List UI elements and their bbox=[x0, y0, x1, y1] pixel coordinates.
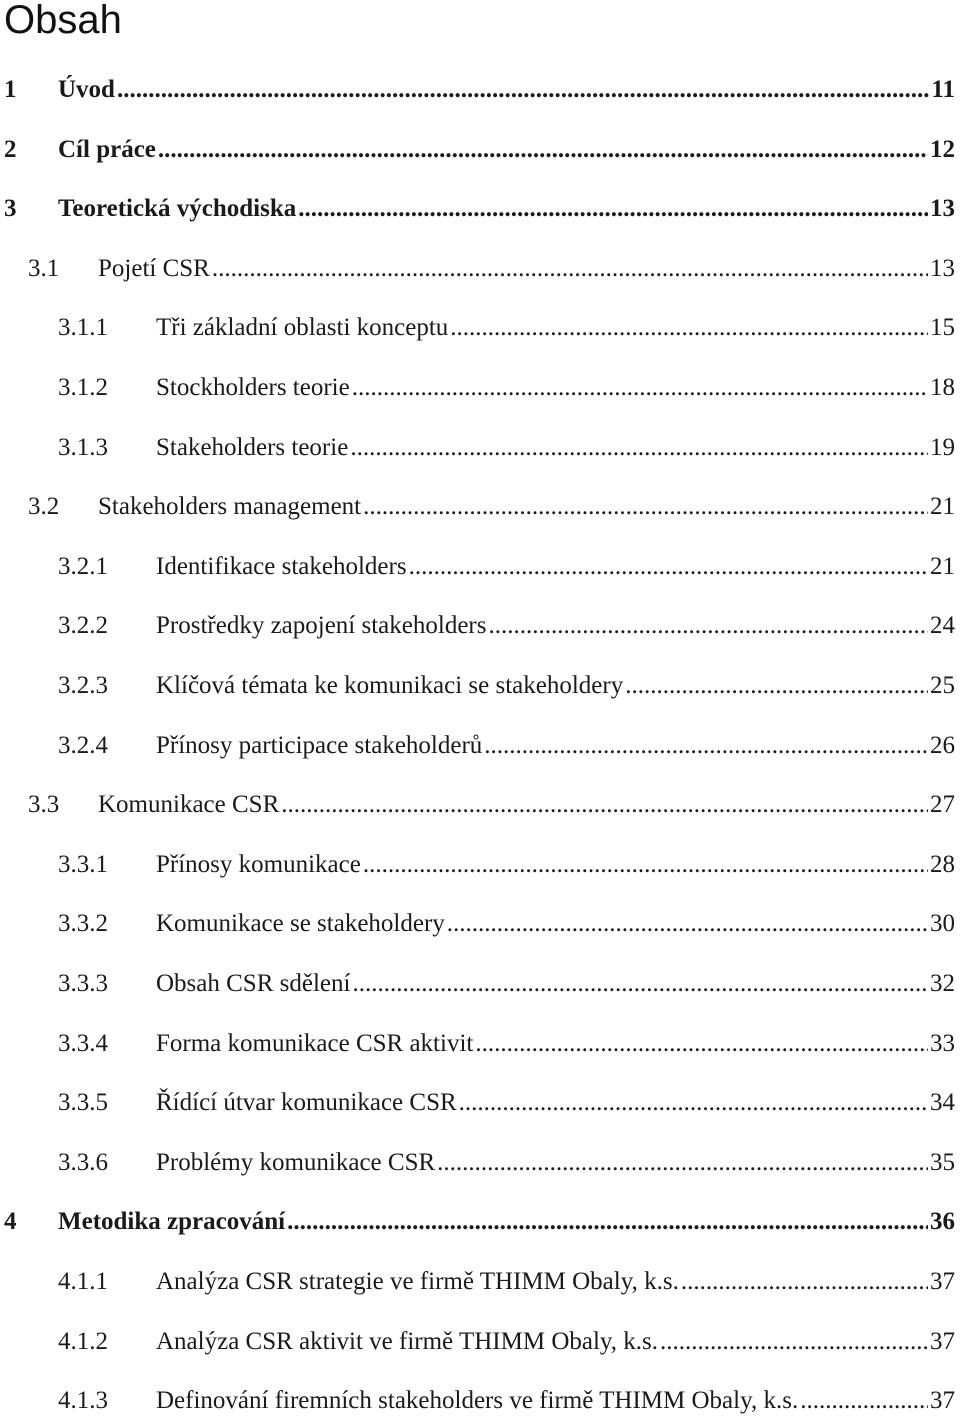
dot-leader bbox=[488, 606, 928, 646]
dot-leader bbox=[158, 130, 928, 170]
toc-entry-number: 3.2.1 bbox=[58, 552, 108, 580]
toc-entry-page-number: 32 bbox=[930, 970, 955, 997]
toc-entry-number: 3.2 bbox=[28, 493, 60, 521]
toc-entry-number: 3.2.4 bbox=[58, 731, 108, 759]
toc-entry-number: 3.2.2 bbox=[58, 612, 108, 640]
toc-entry-page-number: 37 bbox=[930, 1387, 955, 1415]
toc-entry[interactable] bbox=[0, 785, 960, 825]
toc-entry-page-number: 25 bbox=[930, 672, 955, 699]
toc-entry[interactable] bbox=[0, 606, 960, 646]
dot-leader bbox=[281, 785, 928, 825]
toc-entry-number: 3.3.1 bbox=[58, 850, 108, 878]
toc-entry-title: Stakeholders management bbox=[98, 493, 362, 521]
toc-entry-page-number: 18 bbox=[930, 374, 955, 401]
toc-entry-number: 2 bbox=[4, 135, 17, 163]
toc-entry[interactable] bbox=[0, 1381, 960, 1421]
toc-entry-page-number: 37 bbox=[930, 1327, 955, 1355]
dot-leader bbox=[475, 1024, 928, 1064]
toc-entry[interactable] bbox=[0, 964, 960, 1004]
toc-entry-title: Komunikace CSR bbox=[98, 791, 280, 819]
toc-entry-title: Komunikace se stakeholdery bbox=[156, 910, 445, 938]
toc-entry-page-number: 37 bbox=[930, 1268, 955, 1295]
toc-entry-page-number: 28 bbox=[930, 850, 955, 878]
toc-entry-number: 4 bbox=[4, 1208, 17, 1236]
toc-entry[interactable] bbox=[0, 1202, 960, 1242]
toc-entry-title: Stockholders teorie bbox=[156, 374, 350, 401]
dot-leader bbox=[681, 1262, 928, 1302]
toc-entry-title: Obsah CSR sdělení bbox=[156, 970, 351, 997]
toc-entry-page-number: 34 bbox=[930, 1089, 955, 1117]
toc-entry[interactable] bbox=[0, 308, 960, 348]
toc-entry-title: Identifikace stakeholders bbox=[156, 552, 407, 580]
dot-leader bbox=[352, 964, 928, 1004]
toc-entry-page-number: 21 bbox=[930, 493, 955, 521]
dot-leader bbox=[287, 1202, 928, 1242]
toc-entry-number: 3.3.6 bbox=[58, 1148, 108, 1176]
dot-leader bbox=[350, 428, 928, 468]
dot-leader bbox=[800, 1381, 928, 1421]
dot-leader bbox=[363, 487, 928, 527]
page-title: Obsah bbox=[4, 0, 122, 42]
dot-leader bbox=[447, 904, 928, 944]
toc-entry-title: Prostředky zapojení stakeholders bbox=[156, 612, 487, 640]
toc-entry-title: Analýza CSR aktivit ve firmě THIMM Obaly, k.s. bbox=[156, 1327, 659, 1355]
dot-leader bbox=[459, 1083, 928, 1123]
toc-entry-page-number: 19 bbox=[930, 433, 955, 461]
toc-entry-title: Teoretická východiska bbox=[58, 195, 297, 223]
dot-leader bbox=[298, 189, 928, 229]
toc-entry[interactable] bbox=[0, 487, 960, 527]
toc-entry[interactable] bbox=[0, 368, 960, 408]
dot-leader bbox=[117, 70, 929, 110]
toc-entry-number: 4.1.3 bbox=[58, 1387, 108, 1415]
toc-entry[interactable] bbox=[0, 726, 960, 766]
toc-entry-title: Stakeholders teorie bbox=[156, 433, 349, 461]
dot-leader bbox=[212, 249, 928, 289]
dot-leader bbox=[625, 666, 928, 706]
toc-entry-page-number: 33 bbox=[930, 1029, 955, 1057]
toc-entry[interactable] bbox=[0, 845, 960, 885]
toc-entry-number: 3.3.5 bbox=[58, 1089, 108, 1117]
toc-entry[interactable] bbox=[0, 547, 960, 587]
toc-entry[interactable] bbox=[0, 1083, 960, 1123]
toc-entry-page-number: 30 bbox=[930, 910, 955, 938]
toc-entry[interactable] bbox=[0, 189, 960, 229]
dot-leader bbox=[484, 726, 928, 766]
toc-entry-number: 4.1.1 bbox=[58, 1268, 108, 1295]
toc-entry-title: Definování firemních stakeholders ve firmě THIMM Obaly, k.s. bbox=[156, 1387, 799, 1415]
toc-entry-number: 3.1.2 bbox=[58, 374, 108, 401]
toc-entry[interactable] bbox=[0, 249, 960, 289]
toc-entry-page-number: 13 bbox=[930, 195, 955, 223]
dot-leader bbox=[437, 1143, 928, 1183]
toc-entry-title: Pojetí CSR bbox=[98, 254, 210, 282]
toc-entry-title: Klíčová témata ke komunikaci se stakeholdery bbox=[156, 672, 624, 699]
toc-entry-number: 3.1.1 bbox=[58, 314, 108, 342]
toc-entry-page-number: 21 bbox=[930, 552, 955, 580]
toc-entry-page-number: 26 bbox=[930, 731, 955, 759]
toc-entry[interactable] bbox=[0, 666, 960, 706]
toc-entry-title: Přínosy komunikace bbox=[156, 850, 361, 878]
dot-leader bbox=[352, 368, 928, 408]
toc-entry-page-number: 24 bbox=[930, 612, 955, 640]
toc-entry-title: Řídící útvar komunikace CSR bbox=[156, 1089, 457, 1117]
toc-entry[interactable] bbox=[0, 70, 960, 110]
toc-entry-number: 3.3.2 bbox=[58, 910, 108, 938]
toc-entry-title: Forma komunikace CSR aktivit bbox=[156, 1029, 474, 1057]
toc-entry-number: 3.2.3 bbox=[58, 672, 108, 699]
toc-entry-number: 3.1 bbox=[28, 254, 60, 282]
toc-entry-number: 1 bbox=[4, 76, 17, 103]
toc-entry-title: Problémy komunikace CSR bbox=[156, 1148, 436, 1176]
dot-leader bbox=[363, 845, 928, 885]
toc-entry[interactable] bbox=[0, 1143, 960, 1183]
toc-entry-number: 3.1.3 bbox=[58, 433, 108, 461]
toc-entry-number: 3.3.4 bbox=[58, 1029, 108, 1057]
toc-entry-page-number: 35 bbox=[930, 1148, 955, 1176]
dot-leader bbox=[450, 308, 928, 348]
toc-entry-number: 3 bbox=[4, 195, 17, 223]
toc-entry-page-number: 12 bbox=[930, 135, 955, 163]
toc-entry-page-number: 15 bbox=[930, 314, 955, 342]
toc-entry[interactable] bbox=[0, 1262, 960, 1302]
toc-entry-title: Analýza CSR strategie ve firmě THIMM Obaly, k.s. bbox=[156, 1268, 679, 1295]
toc-entry[interactable] bbox=[0, 1024, 960, 1064]
toc-entry-page-number: 36 bbox=[930, 1208, 955, 1236]
toc-entry-title: Úvod bbox=[58, 76, 115, 103]
toc-entry-title: Tři základní oblasti konceptu bbox=[156, 314, 449, 342]
dot-leader bbox=[660, 1322, 928, 1362]
toc-entry[interactable] bbox=[0, 130, 960, 170]
toc-entry-number: 3.3 bbox=[28, 791, 60, 819]
dot-leader bbox=[409, 547, 928, 587]
toc-entry-page-number: 13 bbox=[930, 254, 955, 282]
toc-entry-title: Přínosy participace stakeholderů bbox=[156, 731, 483, 759]
toc-entry-number: 4.1.2 bbox=[58, 1327, 108, 1355]
toc-entry-title: Metodika zpracování bbox=[58, 1208, 286, 1236]
toc-entry-title: Cíl práce bbox=[58, 135, 156, 163]
toc-entry-page-number: 11 bbox=[931, 76, 955, 103]
toc-entry-number: 3.3.3 bbox=[58, 970, 108, 997]
toc-entry-page-number: 27 bbox=[930, 791, 955, 819]
toc-entry[interactable] bbox=[0, 1322, 960, 1362]
toc-entry[interactable] bbox=[0, 428, 960, 468]
toc-entry[interactable] bbox=[0, 904, 960, 944]
